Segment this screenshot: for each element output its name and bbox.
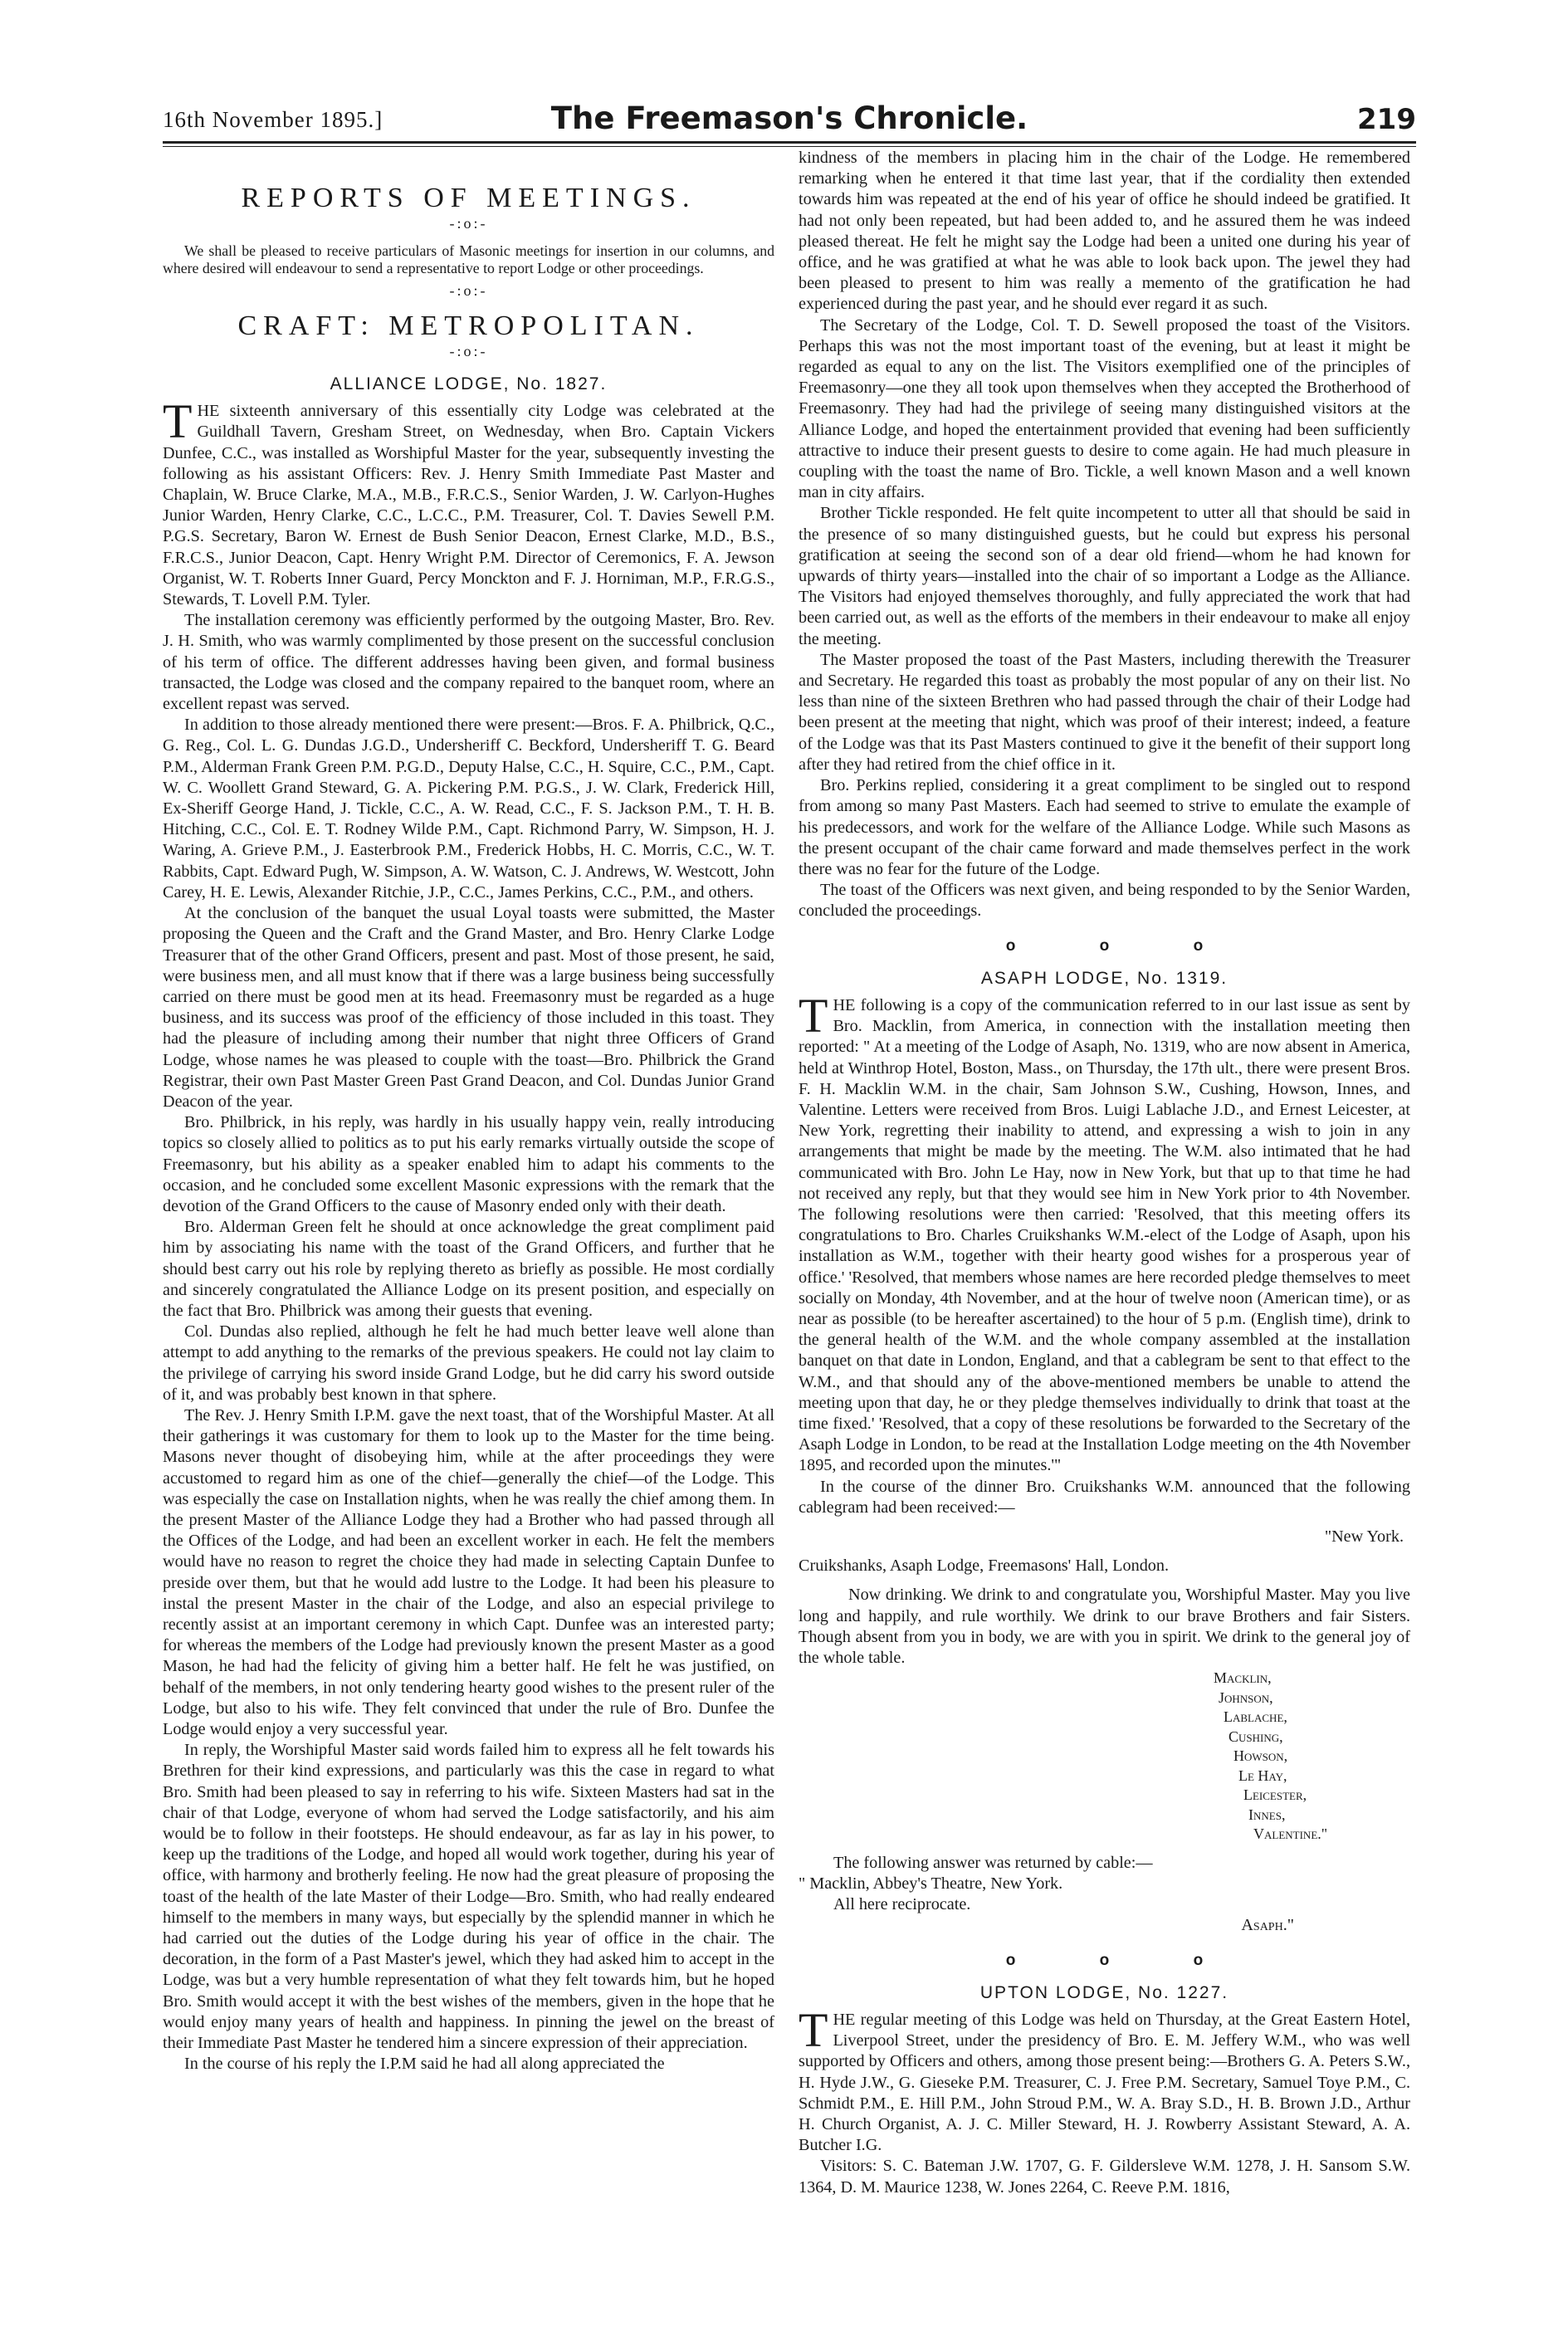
- alliance-lodge-heading: ALLIANCE LODGE, No. 1827.: [330, 374, 608, 394]
- article-paragraph: Bro. Philbrick, in his reply, was hardly in his usually happy vein, really introducing topics so closely allied to politics as to put his early remarks virtually outside the scope of Freemasonry, but his ability as a speaker enabled him to adapt his comments to the occasion, and he concluded some excellent Masonic expressions with the remark that the devotion of the Grand Officers to the cause of Masonry ended only with their death.: [163, 1113, 774, 1215]
- drop-cap: T: [799, 2002, 828, 2057]
- article-paragraph: Col. Dundas also replied, although he felt he had much better leave well alone than attempt to add anything to the remarks of the previous speakers. He could not lay claim to the privilege of carrying his sword inside Grand Lodge, but he did carry his sword outside of it, and was probably best known in that sphere.: [163, 1322, 774, 1404]
- article-paragraph: The toast of the Officers was next given, and being responded to by the Senior Warden, concluded the proceedings.: [799, 881, 1410, 921]
- article-paragraph: The Rev. J. Henry Smith I.P.M. gave the next toast, that of the Worshipful Master. At all their gatherings it was customary for them to look up to the Master for the time being. Masons never thought of disobeying him, while at the after proceedings they were accustomed to regard him as one of the chief—generally the chief—of the Lodge. This was especially the case on Installation nights, when he was really the chief among them. In the present Master of the Alliance Lodge they had a Brother who had passed through all the Offices of the Lodge, and had been an excellent worker in each. He felt the members would have no reason to regret the choice they had made in selecting Captain Dunfee to preside over them, but that he would add lustre to the Lodge. It had been his pleasure to instal the present Master in the chair of the Lodge, and also an especial privilege to recently assist at an important ceremony in which Capt. Dunfee was an interested party; for whereas the members of the Lodge had previously known the present Master as a good Mason, he had had the felicity of giving him a better half. He felt he was justified, on behalf of the members, in not only tendering hearty good wishes to the present ruler of the Lodge, but also to his wife. They felt convinced that under the rule of Bro. Dunfee the Lodge would enjoy a very successful year.: [163, 1405, 774, 1739]
- article-paragraph: THE regular meeting of this Lodge was held on Thursday, at the Great Eastern Hotel, Liverpool Street, under the presidency of Bro. E. M. Jeffery W.M., who was well supported by Officers and others, among those present being:—Brothers G. A. Peters S.W., H. Hyde J.W., G. Gieseke P.M. Treasurer, C. J. Free P.M. Secretary, Samuel Toye P.M., C. Schmidt P.M., E. Hill P.M., John Stroud P.M., W. A. Bray S.D., H. B. Brown J.D., Arthur H. Church Organist, A. J. C. Miller Steward, H. J. Rowberry Assistant Steward, A. A. Butcher I.G.: [799, 2002, 1410, 2155]
- answer-body: All here reciprocate.: [833, 1895, 971, 1914]
- article-paragraph: Visitors: S. C. Bateman J.W. 1707, G. F. Gildersleve W.M. 1278, J. H. Sansom S.W. 1364, D. M. Maurice 1238, W. Jones 2264, C. Reeve P.M. 1816,: [799, 2157, 1410, 2197]
- signatory: Macklin,: [1214, 1669, 1272, 1687]
- separator: -:o:-: [449, 342, 488, 359]
- separator: -:o:-: [449, 282, 488, 300]
- cable-body: Now drinking. We drink to and congratulate you, Worshipful Master. May you live long and happily, and rule worthily. We drink to our brave Brothers and fair Sisters. Though absent from you in body, we are with you in spirit. We drink to the general joy of the whole table.: [799, 1586, 1410, 1668]
- notice-text: We shall be pleased to receive particulars of Masonic meetings for insertion in our columns, and where desired will endeavour to send a representative to report Lodge or other proceedings.: [163, 242, 774, 277]
- masthead-rule-thick: [163, 141, 1416, 144]
- article-paragraph: THE sixteenth anniversary of this essentially city Lodge was celebrated at the Guildhall Tavern, Gresham Street, on Wednesday, when Bro. Captain Vickers Dunfee, C.C., was installed as Worshipful Master for the year, subsequently investing the following as his assistant Officers: Rev. J. Henry Smith Immediate Past Master and Chaplain, W. Bruce Clarke, M.A., M.B., F.R.C.S., Senior Warden, J. W. Carlyon-Hughes Junior Warden, Henry Clarke, C.C., L.C.C., P.M. Treasurer, Col. T. Davies Sewell P.M. P.G.S. Secretary, Baron W. Ernest de Bush Senior Deacon, Ernest Clarke, M.D., B.S., F.R.C.S., Junior Deacon, Capt. Henry Wright P.M. Director of Ceremonics, F. A. Jewson Organist, W. T. Roberts Inner Guard, Percy Monckton and F. J. Horniman, M.P., F.R.G.S., Stewards, T. Lovell P.M. Tyler.: [163, 394, 774, 609]
- signatory: Valentine.": [1253, 1825, 1328, 1843]
- craft-title: CRAFT: METROPOLITAN.: [237, 310, 700, 341]
- answer-address: " Macklin, Abbey's Theatre, New York.: [799, 1874, 1063, 1893]
- article-paragraph: In the course of his reply the I.P.M said he had all along appreciated the: [184, 2055, 665, 2074]
- article-paragraph: Bro. Perkins replied, considering it a great compliment to be singled out to respond from among so many Past Masters. Each had seemed to strive to emulate the example of his predecessors, and work for the welfare of the Alliance Lodge. While such Masons as the present occupant of the chair came forward and made themselves perfect in the work there was no fear for the future of the Lodge.: [799, 776, 1410, 878]
- page-number: 219: [1357, 103, 1416, 136]
- article-paragraph: In addition to those already mentioned there were present:—Bros. F. A. Philbrick, Q.C., G. Reg., Col. L. G. Dundas J.G.D., Undersheriff C. Beckford, Undersheriff T. G. Beard P.M., Alderman Frank Green P.M. P.G.D., Deputy Halse, C.C., H. Squire, C.C., P.M., Capt. W. C. Woollett Grand Steward, G. A. Pickering P.M. P.G.S., J. W. Clark, Frederick Hill, Ex-Sheriff George Hand, J. Tickle, C.C., A. W. Read, C.C., F. S. Jackson P.M., T. H. B. Hitching, C.C., Col. E. T. Rodney Wilde P.M., Capt. Richmond Parry, W. Simpson, H. J. Waring, A. Grieve P.M., J. Easterbrook P.M., Frederick Hobbs, H. C. Morris, C.C., W. T. Rabbits, Capt. Edward Pugh, W. Simpson, A. W. Watson, C. J. Andrews, W. Westcott, John Carey, H. E. Lewis, Alexander Ritchie, J.P., C.C., James Perkins, C.C., P.M., and others.: [163, 716, 774, 902]
- signatory: Howson,: [1233, 1747, 1288, 1765]
- article-paragraph: In reply, the Worshipful Master said words failed him to express all he felt towards his Brethren for their kind expressions, and particularly was this the case in regard to what Bro. Smith had been pleased to say in referring to his wife. Sixteen Masters had sat in the chair of that Lodge, everyone of whom had served the Lodge satisfactorily, and his aim would be to follow in their footsteps. He should endeavour, as far as lay in his power, to keep up the traditions of the Lodge, and hoped all would work together, during his year of office, with harmony and brotherly feeling. He now had the great pleasure of proposing the toast of the health of the late Master of their Lodge—Bro. Smith, who had really endeared himself to the members in many ways, but especially by the splendid manner in which he had carried out the duties of the Lodge during his year of office in the chair. The decoration, in the form of a Past Master's jewel, which they had asked him to accept in the Lodge, was but a very humble representation of what they felt towards him, but he hoped Bro. Smith would accept it with the best wishes of the members, given in the hope that he would enjoy many years of health and happiness. In pinning the jewel on the breast of their Immediate Past Master he tendered him a sincere expression of their appreciation.: [163, 1741, 774, 2053]
- asaph-lodge-heading: ASAPH LODGE, No. 1319.: [980, 968, 1229, 988]
- left-column: [163, 158, 774, 2075]
- right-column: [799, 148, 1410, 2198]
- section-title: REPORTS OF MEETINGS.: [241, 183, 696, 213]
- article-paragraph: At the conclusion of the banquet the usual Loyal toasts were submitted, the Master proposing the Queen and the Craft and the Grand Master, and Bro. Henry Clarke Lodge Treasurer that of the other Grand Officers, present and past. Most of those present, he said, were business men, and all must know that if there was a large business being successfully carried on there must be good men at its head. Freemasonry must be regarded as a huge business, and its success was proof of the efficiency of those included in this toast. They had the pleasure of including among their number that night three Officers of Grand Lodge, whose names he was pleased to couple with the toast—Bro. Philbrick the Grand Registrar, their own Past Master Green Past Grand Deacon, and Col. Dundas Junior Grand Deacon of the year.: [163, 904, 774, 1111]
- signatory: Cushing,: [1229, 1728, 1283, 1745]
- section-divider: o o o: [1005, 1951, 1243, 1969]
- signatory: Johnson,: [1219, 1688, 1273, 1706]
- article-paragraph: In the course of the dinner Bro. Cruikshanks W.M. announced that the following cablegram had been received:—: [799, 1477, 1410, 1517]
- drop-cap: T: [163, 394, 193, 449]
- cable-address: Cruikshanks, Asaph Lodge, Freemasons' Hall, London.: [799, 1557, 1170, 1576]
- article-paragraph: The Secretary of the Lodge, Col. T. D. Sewell proposed the toast of the Visitors. Perhaps this was not the most important toast of the evening, but at least it might be regarded as equal to any on the list. The Visitors exemplified one of the principles of Freemasonry—one they all took upon themselves when they accepted the Brotherhood of Freemasonry. They had had the privilege of seeing many distinguished visitors at the Alliance Lodge, and hoped the entertainment provided that evening had been sufficiently attractive to induce their present guests to desire to come again. He had much pleasure in coupling with the toast the name of Bro. Tickle, a well known Mason and a well known man in city affairs.: [799, 315, 1410, 502]
- upton-lodge-heading: UPTON LODGE, No. 1227.: [979, 1982, 1229, 2002]
- signatory: Innes,: [1248, 1806, 1286, 1823]
- answer-intro: The following answer was returned by cable:—: [833, 1853, 1153, 1872]
- article-paragraph: Brother Tickle responded. He felt quite incompetent to utter all that should be said in the presence of so many distinguished guests, but he could but express his personal gratification at seeing the second son of a dear old friend—whom he had known for upwards of thirty years—installed into the chair of so important a Lodge as the Alliance. The Visitors had enjoyed themselves thoroughly, and fully appreciated the work that had been carried out, as well as the efforts of the members in their endeavour to make all enjoy the meeting.: [799, 504, 1410, 648]
- cable-signatories: [1214, 1669, 1410, 1845]
- separator: -:o:-: [449, 215, 488, 232]
- masthead: [163, 101, 1416, 139]
- cable-origin: "New York.: [1324, 1527, 1404, 1546]
- section-divider: o o o: [1005, 936, 1243, 955]
- article-paragraph: The Master proposed the toast of the Past Masters, including therewith the Treasurer and Secretary. He regarded this toast as probably the most popular of any on their list. No less than nine of the sixteen Brethren who had passed through the chair of their Lodge had been present at the meeting that night, which was proof of their interest; indeed, a feature of the Lodge was that its Past Masters continued to give it the benefit of their support long after they had retired from the chief office in it.: [799, 650, 1410, 774]
- article-paragraph: THE following is a copy of the communication referred to in our last issue as sent by Bro. Macklin, from America, in connection with the installation meeting then reported: " At a meeting of the Lodge of Asaph, No. 1319, who are now absent in America, held at Winthrop Hotel, Boston, Mass., on Thursday, the 17th ult., there were present Bros. F. H. Macklin W.M. in the chair, Sam Johnson S.W., Cushing, Howson, Innes, and Valentine. Letters were received from Bros. Luigi Lablache J.D., and Ernest Leicester, at New York, regretting their inability to attend, and expressing a wish to join in any arrangements that might be made by the meeting. The W.M. also intimated that he had communicated with Bro. John Le Hay, now in New York, but that up to that time he had not received any reply, but that they would see him in New York prior to 4th November. The following resolutions were then carried: 'Resolved, that this meeting offers its congratulations to Bro. Charles Cruikshanks W.M.-elect of the Lodge of Asaph, upon his installation as W.M., together with their hearty good wishes for a prosperous year of office.' 'Resolved, that members whose names are here recorded pledge themselves to meet socially on Monday, 4th November, and at the hour of twelve noon (American time), or as near as possible (to be hereafter ascertained) to the hour of 5 p.m. (English time), drink to the general health of the W.M. and the whole company assembled at the installation banquet on that date in London, England, and that a cablegram be sent to that effect to the W.M., and that should any of the above-mentioned members be unable to attend the meeting upon that day, he or they pledge themselves individually to drink that toast at the time fixed.' 'Resolved, that a copy of these resolutions be forwarded to the Secretary of the Asaph Lodge in London, to be read at the Installation Lodge meeting on the 4th November 1895, and recorded upon the minutes.'": [799, 988, 1410, 1475]
- answer-signature: Asaph.": [1241, 1916, 1294, 1935]
- issue-date: 16th November 1895.]: [163, 107, 383, 132]
- signatory: Le Hay,: [1238, 1767, 1287, 1784]
- newspaper-title: The Freemason's Chronicle.: [550, 100, 1028, 136]
- drop-cap: T: [799, 988, 828, 1043]
- masthead-rule-thin: [163, 146, 1416, 147]
- article-paragraph: kindness of the members in placing him in the chair of the Lodge. He remembered remarking when he entered it that time last year, that if the cordiality then extended towards him was repeated at the end of his year of office he should indeed be gratified. It had not only been repeated, but had been added to, and he assured them he was indeed pleased thereat. He felt he might say the Lodge had been a united one during his year of office, and he was gratified at what he was able to look back upon. The jewel they had been pleased to present to him was really a memento of the gratification he had experienced during the past year, and he should ever regard it as such.: [799, 149, 1410, 314]
- signatory: Leicester,: [1243, 1786, 1307, 1804]
- article-paragraph: Bro. Alderman Green felt he should at once acknowledge the great compliment paid him by associating his name with the toast of the Grand Officers, and further that he should best carry out his role by replying thereto as briefly as possible. He most cordially and sincerely congratulated the Alliance Lodge on its present position, and especially on the fact that Bro. Philbrick was among their guests that evening.: [163, 1218, 774, 1320]
- article-paragraph: The installation ceremony was efficiently performed by the outgoing Master, Bro. Rev. J. H. Smith, who was warmly complimented by those present on the successful conclusion of his term of office. The different addresses having been given, and formal business transacted, the Lodge was closed and the company repaired to the banquet room, where an excellent repast was served.: [163, 611, 774, 714]
- signatory: Lablache,: [1224, 1708, 1287, 1726]
